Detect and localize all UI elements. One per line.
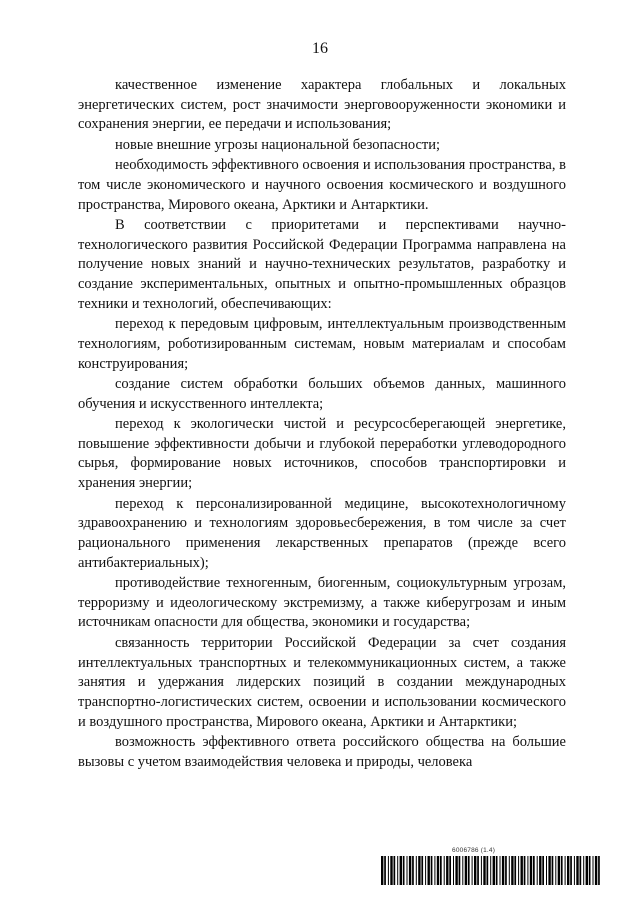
paragraph: противодействие техногенным, биогенным, социокультурным угрозам, терроризму и идеологическому экстремизму, а также киберугрозам и иным источникам опасности для общества, экономики и государства;	[78, 575, 566, 631]
document-body	[78, 76, 566, 773]
paragraph: возможность эффективного ответа российского общества на большие вызовы с учетом взаимодействия человека и природы, человека	[78, 734, 566, 770]
paragraph: качественное изменение характера глобальных и локальных энергетических систем, рост значимости энерговооруженности экономики и сохранения энергии, ее передачи и использования;	[78, 77, 566, 133]
paragraph: создание систем обработки больших объемов данных, машинного обучения и искусственного интеллекта;	[78, 375, 566, 412]
paragraph: новые внешние угрозы национальной безопасности;	[115, 136, 441, 153]
paragraph: переход к экологически чистой и ресурсосберегающей энергетике, повышение эффективности добычи и глубокой переработки углеводородного сырья, формирование новых источников, способов транспортировки и хранения энергии;	[78, 416, 566, 492]
paragraph: переход к передовым цифровым, интеллектуальным производственным технологиям, роботизированным системам, новым материалам и способам конструирования;	[78, 316, 566, 372]
paragraph: переход к персонализированной медицине, высокотехнологичному здравоохранению и технологиям здоровьесбережения, в том числе за счет рационального применения лекарственных препаратов (прежде всего антибактериальных);	[78, 495, 566, 571]
paragraph: необходимость эффективного освоения и использования пространства, в том числе экономического и научного освоения космического и воздушного пространства, Мирового океана, Арктики и Антарктики.	[78, 157, 566, 213]
document-id: 6006786 (1.4)	[452, 847, 496, 854]
barcode	[381, 856, 600, 885]
page-number: 16	[312, 40, 328, 57]
paragraph: связанность территории Российской Федерации за счет создания интеллектуальных транспортных и телекоммуникационных систем, а также занятия и удержания лидерских позиций в создании международных транспортно-логистических систем, освоении и использовании космического и воздушного пространства, Мирового океана, Арктики и Антарктики;	[78, 634, 566, 730]
paragraph: В соответствии с приоритетами и перспективами научно-технологического развития Российской Федерации Программа направлена на получение новых знаний и научно-технических результатов, разработку и создание экспериментальных, опытных и опытно-промышленных образцов техники и технологий, обеспечивающих:	[78, 216, 566, 312]
